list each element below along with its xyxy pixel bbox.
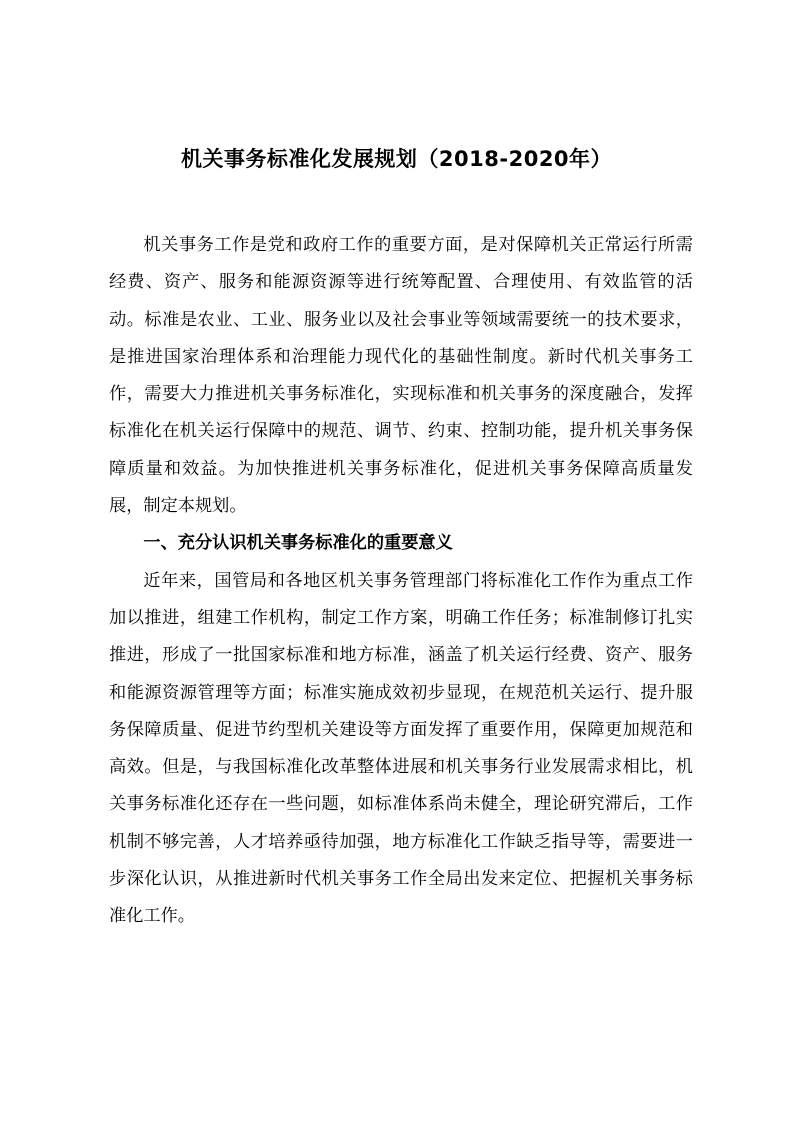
document-body	[109, 227, 693, 936]
document-title: 机关事务标准化发展规划（2018-2020年）	[180, 147, 613, 171]
section-heading: 一、充分认识机关事务标准化的重要意义	[143, 533, 453, 554]
intro-paragraph: 机关事务工作是党和政府工作的重要方面，是对保障机关正常运行所需经费、资产、服务和能源资源等进行统筹配置、合理使用、有效监管的活动。标准是农业、工业、服务业以及社会事业等领域需要统一的技术要求，是推进国家治理体系和治理能力现代化的基础性制度。新时代机关事务工作，需要大力推进机关事务标准化，实现标准和机关事务的深度融合，发挥标准化在机关运行保障中的规范、调节、约束、控制功能，提升机关事务保障质量和效益。为加快推进机关事务标准化，促进机关事务保障高质量发展，制定本规划。	[109, 235, 693, 517]
section-paragraph: 近年来，国管局和各地区机关事务管理部门将标准化工作作为重点工作加以推进，组建工作机构，制定工作方案，明确工作任务；标准制修订扎实推进，形成了一批国家标准和地方标准，涵盖了机关运行经费、资产、服务和能源资源管理等方面；标准实施成效初步显现，在规范机关运行、提升服务保障质量、促进节约型机关建设等方面发挥了重要作用，保障更加规范和高效。但是，与我国标准化改革整体进展和机关事务行业发展需求相比，机关事务标准化还存在一些问题，如标准体系尚未健全，理论研究滞后，工作机制不够完善，人才培养亟待加强，地方标准化工作缺乏指导等，需要进一步深化认识，从推进新时代机关事务工作全局出发来定位、把握机关事务标准化工作。	[109, 570, 693, 927]
